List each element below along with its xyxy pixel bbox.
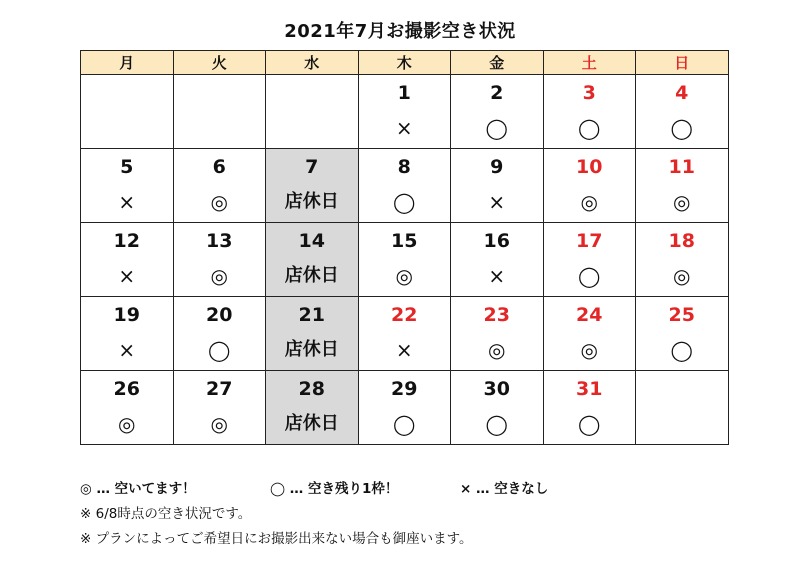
calendar-day-cell bbox=[543, 371, 636, 445]
day-number: 29 bbox=[391, 378, 418, 400]
day-number: 7 bbox=[305, 156, 319, 178]
note-status-date: ※ 6/8時点の空き状況です。 bbox=[80, 506, 252, 522]
availability-mark: ◎ bbox=[673, 190, 691, 214]
calendar-day-cell bbox=[81, 223, 174, 297]
day-number: 28 bbox=[298, 378, 325, 400]
calendar-empty-cell bbox=[81, 75, 174, 149]
day-number: 1 bbox=[397, 82, 411, 104]
availability-mark: ◎ bbox=[395, 264, 413, 288]
closed-day-label: 店休日 bbox=[284, 265, 339, 286]
availability-mark: × bbox=[488, 190, 506, 214]
day-number: 26 bbox=[113, 378, 140, 400]
note-plan-restriction: ※ プランによってご希望日にお撮影出来ない場合も御座います。 bbox=[80, 531, 473, 547]
calendar-day-cell bbox=[266, 297, 359, 371]
day-number: 16 bbox=[483, 230, 510, 252]
calendar-day-cell bbox=[266, 371, 359, 445]
day-number: 23 bbox=[483, 304, 510, 326]
day-number: 24 bbox=[576, 304, 603, 326]
calendar-day-cell bbox=[451, 223, 544, 297]
page-title: 2021年7月お撮影空き状況 bbox=[284, 21, 516, 42]
calendar-week-row bbox=[81, 75, 729, 149]
calendar-day-cell bbox=[358, 371, 451, 445]
calendar-empty-cell bbox=[266, 75, 359, 149]
legend-available: ◎ … 空いてます！ bbox=[80, 481, 196, 497]
availability-mark: ◯ bbox=[578, 116, 601, 140]
calendar-day-cell bbox=[358, 223, 451, 297]
availability-mark: ◎ bbox=[210, 190, 228, 214]
availability-mark: ◯ bbox=[578, 412, 601, 436]
calendar-empty-cell bbox=[173, 75, 266, 149]
day-number: 15 bbox=[391, 230, 418, 252]
legend-none: × … 空きなし bbox=[460, 481, 549, 497]
availability-mark: ◯ bbox=[578, 264, 601, 288]
availability-mark: ◯ bbox=[485, 116, 508, 140]
day-number: 6 bbox=[212, 156, 226, 178]
calendar-day-cell bbox=[266, 223, 359, 297]
availability-mark: × bbox=[118, 190, 136, 214]
day-number: 8 bbox=[397, 156, 411, 178]
day-number: 21 bbox=[298, 304, 325, 326]
availability-mark: ◎ bbox=[580, 190, 598, 214]
closed-day-label: 店休日 bbox=[284, 413, 339, 434]
day-number: 20 bbox=[206, 304, 233, 326]
closed-day-label: 店休日 bbox=[284, 191, 339, 212]
calendar-day-cell bbox=[451, 297, 544, 371]
day-number: 9 bbox=[490, 156, 504, 178]
calendar-day-cell bbox=[266, 149, 359, 223]
calendar-empty-cell bbox=[636, 371, 729, 445]
availability-mark: ◎ bbox=[210, 264, 228, 288]
calendar-day-cell bbox=[636, 223, 729, 297]
calendar-day-cell bbox=[173, 149, 266, 223]
calendar-table bbox=[80, 50, 729, 445]
day-number: 2 bbox=[490, 82, 504, 104]
day-number: 22 bbox=[391, 304, 418, 326]
day-number: 5 bbox=[120, 156, 134, 178]
availability-mark: ◯ bbox=[485, 412, 508, 436]
day-number: 30 bbox=[483, 378, 510, 400]
day-number: 12 bbox=[113, 230, 140, 252]
calendar-day-cell bbox=[451, 149, 544, 223]
weekday-header-row bbox=[81, 51, 729, 75]
day-number: 11 bbox=[668, 156, 695, 178]
calendar-day-cell bbox=[81, 149, 174, 223]
availability-mark: × bbox=[488, 264, 506, 288]
day-number: 17 bbox=[576, 230, 603, 252]
weekday-header: 月 bbox=[81, 51, 174, 75]
weekday-header: 水 bbox=[266, 51, 359, 75]
calendar-week-row bbox=[81, 149, 729, 223]
availability-mark: × bbox=[118, 264, 136, 288]
availability-mark: ◎ bbox=[210, 412, 228, 436]
weekday-header: 土 bbox=[543, 51, 636, 75]
availability-mark: ◎ bbox=[488, 338, 506, 362]
weekday-header: 木 bbox=[358, 51, 451, 75]
day-number: 4 bbox=[675, 82, 689, 104]
calendar-day-cell bbox=[173, 223, 266, 297]
availability-mark: ◯ bbox=[670, 116, 693, 140]
weekday-header: 金 bbox=[451, 51, 544, 75]
calendar-day-cell bbox=[358, 149, 451, 223]
availability-mark: ◯ bbox=[393, 412, 416, 436]
calendar-day-cell bbox=[543, 75, 636, 149]
calendar-day-cell bbox=[173, 371, 266, 445]
day-number: 27 bbox=[206, 378, 233, 400]
calendar-day-cell bbox=[358, 297, 451, 371]
calendar-day-cell bbox=[81, 371, 174, 445]
weekday-header: 日 bbox=[636, 51, 729, 75]
availability-mark: × bbox=[118, 338, 136, 362]
legend-few-left: ◯ … 空き残り1枠！ bbox=[270, 481, 399, 497]
calendar-day-cell bbox=[358, 75, 451, 149]
availability-mark: ◎ bbox=[673, 264, 691, 288]
legend bbox=[80, 477, 548, 497]
availability-mark: × bbox=[395, 338, 413, 362]
day-number: 3 bbox=[582, 82, 596, 104]
day-number: 13 bbox=[206, 230, 233, 252]
availability-mark: ◎ bbox=[580, 338, 598, 362]
calendar-day-cell bbox=[543, 297, 636, 371]
day-number: 31 bbox=[576, 378, 603, 400]
day-number: 25 bbox=[668, 304, 695, 326]
calendar-week-row bbox=[81, 223, 729, 297]
day-number: 14 bbox=[298, 230, 325, 252]
calendar-day-cell bbox=[451, 75, 544, 149]
calendar-day-cell bbox=[636, 297, 729, 371]
calendar-day-cell bbox=[173, 297, 266, 371]
calendar-day-cell bbox=[81, 297, 174, 371]
day-number: 10 bbox=[576, 156, 603, 178]
availability-mark: ◯ bbox=[670, 338, 693, 362]
availability-mark: ◯ bbox=[393, 190, 416, 214]
availability-mark: ◎ bbox=[118, 412, 136, 436]
availability-mark: × bbox=[395, 116, 413, 140]
calendar-week-row bbox=[81, 297, 729, 371]
day-number: 18 bbox=[668, 230, 695, 252]
availability-mark: ◯ bbox=[208, 338, 231, 362]
calendar-day-cell bbox=[543, 223, 636, 297]
closed-day-label: 店休日 bbox=[284, 339, 339, 360]
calendar-day-cell bbox=[636, 149, 729, 223]
weekday-header: 火 bbox=[173, 51, 266, 75]
calendar-day-cell bbox=[451, 371, 544, 445]
calendar-day-cell bbox=[543, 149, 636, 223]
calendar-day-cell bbox=[636, 75, 729, 149]
day-number: 19 bbox=[113, 304, 140, 326]
calendar-week-row bbox=[81, 371, 729, 445]
